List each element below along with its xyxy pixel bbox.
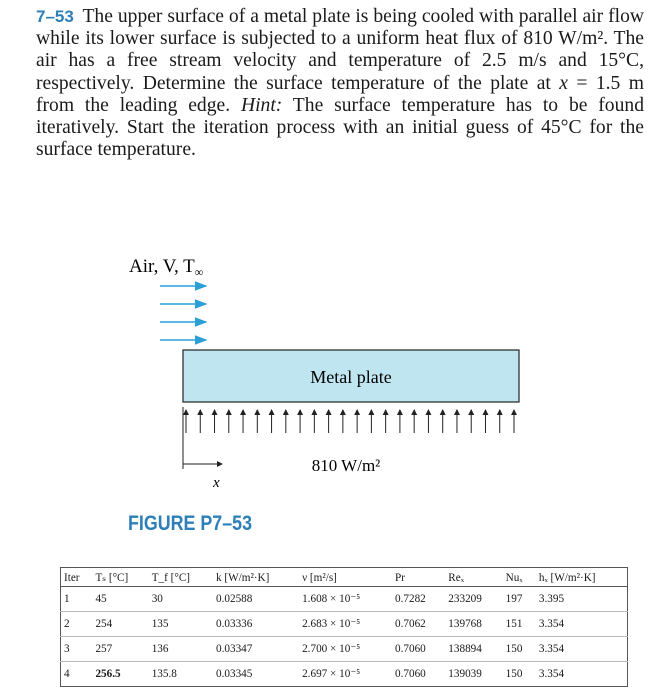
- table-cell: 3.395: [538, 592, 565, 605]
- table-cell: 135: [149, 612, 213, 637]
- table-cell: 233209: [448, 592, 482, 605]
- table-cell: 1: [64, 592, 70, 605]
- table-row: [61, 587, 628, 612]
- x-variable: x: [559, 72, 568, 94]
- table-cell: 3.354: [536, 637, 628, 662]
- table-cell: 3.354: [536, 662, 628, 687]
- table-header-row: [61, 568, 628, 587]
- table-cell: 2.697 × 10⁻⁵: [299, 662, 392, 687]
- table-cell: 150: [503, 637, 536, 662]
- table-cell: 139768: [445, 612, 502, 637]
- table-cell: 150: [503, 662, 536, 687]
- table-header-cell: Iter: [61, 568, 93, 587]
- table-header-cell: T_f [°C]: [149, 568, 213, 587]
- table-cell: 139039: [445, 662, 502, 687]
- table-cell: 197: [505, 592, 523, 605]
- plate-label: Metal plate: [310, 367, 392, 387]
- table-cell: 0.7062: [392, 612, 445, 637]
- x-axis-label: x: [213, 475, 220, 491]
- table-cell: 256.5: [92, 662, 148, 687]
- table-cell: 1.608 × 10⁻⁵: [302, 593, 361, 605]
- table-cell: 0.7282: [394, 592, 426, 605]
- table-cell: 2.683 × 10⁻⁵: [299, 612, 392, 637]
- table-cell: 135.8: [149, 662, 213, 687]
- table-cell: 0.03347: [213, 637, 299, 662]
- heat-flux-arrows: [186, 410, 514, 433]
- table-cell: 4: [61, 662, 93, 687]
- table-cell: 0.7060: [392, 637, 445, 662]
- table-header-cell: Nuₓ: [503, 568, 536, 587]
- table-cell: 254: [92, 612, 148, 637]
- table-row: [61, 662, 628, 687]
- problem-number: 7–53: [36, 7, 74, 26]
- table-cell: 136: [149, 637, 213, 662]
- table-cell: 0.7060: [392, 662, 445, 687]
- table-cell: 138894: [445, 637, 502, 662]
- table-row: [61, 612, 628, 637]
- airflow-arrows: [160, 286, 206, 340]
- table-header-cell: hₓ [W/m²·K]: [536, 568, 628, 587]
- table-header-cell: Tₛ [°C]: [92, 568, 148, 587]
- table-cell: 3: [61, 637, 93, 662]
- table-cell: 0.03345: [213, 662, 299, 687]
- air-label: Air, V, $T_\infty$: [129, 256, 204, 279]
- figure-caption: FIGURE P7–53: [128, 512, 253, 535]
- table-cell: 0.03336: [213, 612, 299, 637]
- heat-flux-label: 810 W/m²: [311, 456, 381, 475]
- problem-text-3: The surface temperature has to be found iteratively. Start the iteration process with an initial guess of 45°C for the surface temperature.: [36, 94, 644, 161]
- problem-text-1: The upper surface of a metal plate is being cooled with parallel air flow while its lower surface is subjected to a uniform heat flux of 810 W/m². The air has a free stream velocity and temperature of 2.5 m/s and 15°C, respectively. Determine the surface temperature of the plate at: [36, 6, 645, 94]
- table-cell: 3.354: [536, 612, 628, 637]
- table-cell: 2: [61, 612, 93, 637]
- hint-label: Hint:: [240, 94, 283, 116]
- problem-text-2: = 1.5 m from the leading edge.: [36, 72, 644, 116]
- table-header-cell: ν [m²/s]: [299, 568, 392, 587]
- table-header-cell: Reₓ: [445, 568, 502, 587]
- table-header-cell: k [W/m²·K]: [213, 568, 299, 587]
- table-header-cell: Pr: [392, 568, 445, 587]
- table-cell: 257: [92, 637, 148, 662]
- iteration-table: [60, 567, 628, 687]
- table-cell: 0.02588: [215, 592, 253, 605]
- table-row: [61, 637, 628, 662]
- table-cell: 30: [151, 592, 163, 605]
- table-cell: 2.700 × 10⁻⁵: [299, 637, 392, 662]
- table-cell: 45: [95, 592, 107, 605]
- table-cell: 151: [503, 612, 536, 637]
